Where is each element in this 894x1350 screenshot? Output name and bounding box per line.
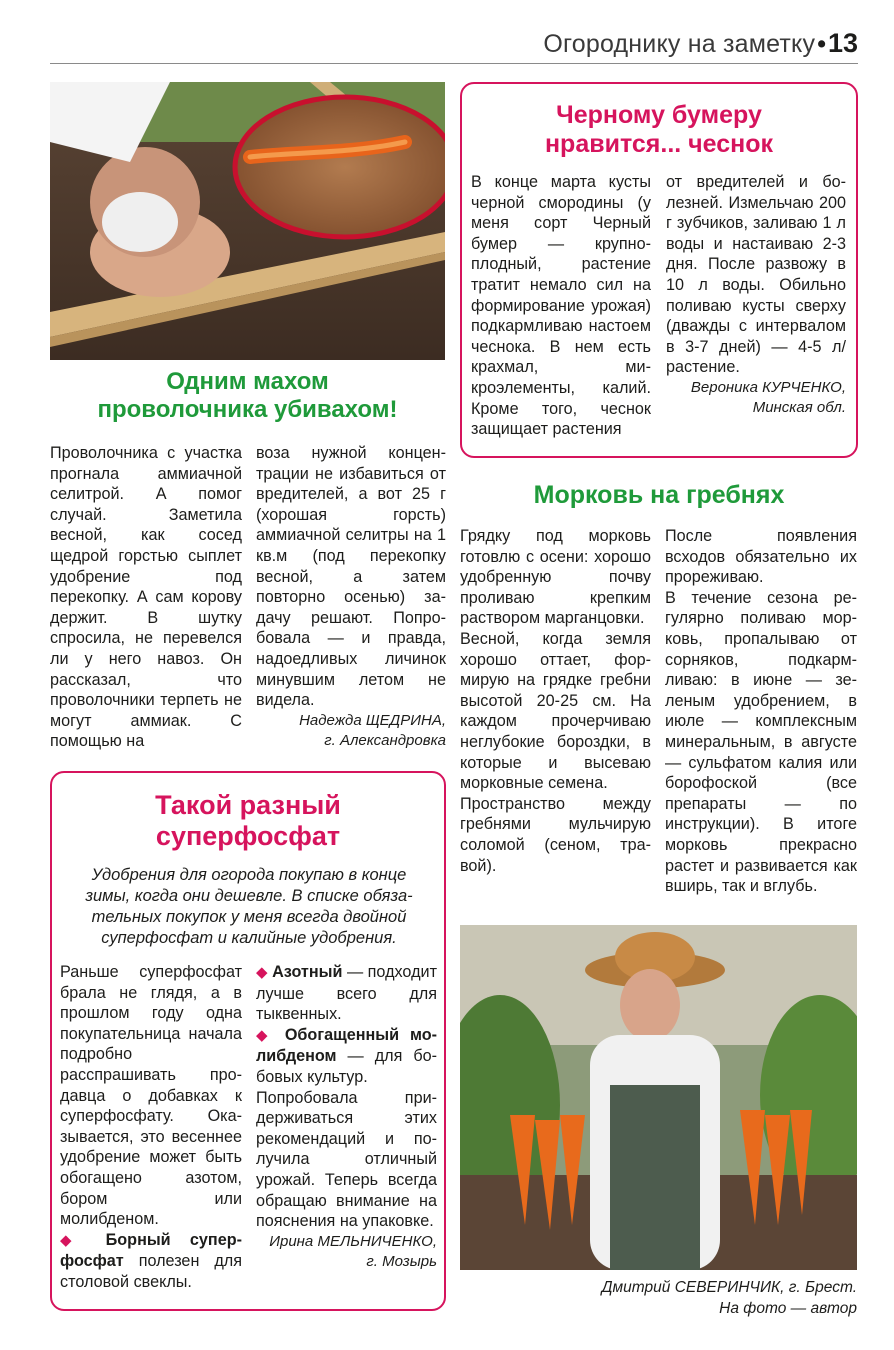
carrot-paragraph-5: В течение сезона регулярно поливаю морковь, пропалываю от сорняков, подкармливаю: в июне — зеленым удобрением, в июле — комплексным минеральным, в августе — сульфатом калия или борофоской (все препараты — по инструкции). В итоге морковь прекрасно растет и развивается как вширь, так и вглубь. [665,588,857,896]
wireworm-paragraph-1: Проволочника с участка прогнала аммиачной селитрой. А помог случай. Заметила весной, как сосед щедрой горстью сыплет удобрение под перекопку. А сам корову держит. В шутку спросила, не перевелся ли у него навоз. Он рассказал, что проволочники терпеть не могут аммиак. С помощью на [50,444,242,751]
garlic-text-column-1 [471,172,651,440]
carrot-paragraph-4: После появления всходов обязательно их прореживаю. [665,527,857,587]
caption-line-2: На фото — автор [719,1300,857,1317]
wireworm-title-line-1: Одним махом [166,368,329,395]
diamond-bullet-icon: ◆ [60,1231,87,1249]
superphosphate-title-line-1: Такой разный [155,790,341,820]
superphosphate-lead: Удобрения для огорода покупаю в конце зимы, когда они дешевле. В списке обязательных покупок у меня всегда двойной суперфосфат и калийные удобрения. [85,866,413,947]
carrot-text-column-2 [665,526,857,897]
bullet-nitrogen-text: — подходит лучше всего для тыквенных. [256,963,437,1024]
wireworm-paragraph-2: воза нужной концентрации не избавиться от вредителей, а вот 25 г (хорошая горсть) аммиачной селитры на 1 кв.м (под перекопку весной, а затем повторно осенью) задачу решают. Попробовала — и правда, надоедливых личинок минувшим летом не видела. [256,444,446,710]
caption-line-1: Дмитрий СЕВЕРИНЧИК, г. Брест. [601,1279,857,1296]
bullet-boron-text: полезен для столовой свеклы. [60,1252,242,1291]
carrot-author-photo [460,925,857,1270]
superphosphate-author: Ирина МЕЛЬНИЧЕНКО, [269,1232,437,1250]
page-header [50,28,858,64]
wireworm-place: г. Александровка [324,731,446,749]
garlic-author: Вероника КУРЧЕНКО, [690,378,846,396]
wireworm-text-column-1 [50,443,242,752]
wireworm-article-title [50,368,445,423]
page-number: 13 [827,28,858,58]
carrot-photo-caption [460,1277,857,1319]
bullet-molybdenum [256,1025,437,1088]
bullet-boron [60,1230,242,1293]
carrot-paragraph-2: Весной, когда земля хорошо оттает, формирую на грядке гребни высотой 20-25 см. На каждом прочерчиваю неглубокие бороздки, в которые и высеваю морковные семена. [460,629,651,793]
bullet-boron-key: Борный суперфосфат [60,1230,242,1271]
garlic-text-column-2 [666,172,846,418]
diamond-bullet-icon: ◆ [256,1026,274,1044]
bullet-molybdenum-key: Обогащенный молибденом [256,1025,437,1066]
garlic-paragraph-2: от вредителей и болезней. Измельчаю 200 г зубчиков, заливаю 1 л воды и настаиваю 2-3 дня. После развожу в 10 л воды. Обильно поливаю кусты сверху (дважды с интервалом в 3-7 дней) — 4-5 л/растение. [666,173,846,377]
garlic-title-line-2: нравится... чеснок [544,129,774,158]
wireworm-title-line-2: проволочника убивахом! [97,395,398,423]
superphosphate-text-column-1 [60,962,242,1293]
separator-dot: • [817,30,826,58]
superphosphate-paragraph-2: Попробовала придерживаться этих рекомендаций и получила отличный урожай. Теперь всегда обращаю внимание на пояснения на упаковке. [256,1088,437,1231]
superphosphate-paragraph-1: Раньше суперфосфат брала не глядя, а в прошлом году одна покупательница начала подробно расспрашивать продавца о добавках к суперфосфату. Оказывается, это весеннее удобрение может быть обогащено азотом, бором или молибденом. [60,963,242,1229]
bullet-nitrogen [256,962,437,1025]
fertilizer-hand-illustration [50,82,445,360]
bullet-molybdenum-text: — для бобовых культур. [256,1047,437,1086]
carrot-article-title: Морковь на гребнях [533,481,785,509]
superphosphate-article-title [50,790,446,852]
garlic-paragraph-1: В конце марта кусты черной смородины (у меня сорт Черный бумер — крупноплодный, растение тратит немало сил на формирование урожая) подкармливаю настоем чеснока. В нем есть крахмал, микроэлементы, калий. Кроме того, чеснок защищает растения [471,173,651,439]
garlic-title-line-1: Черному бумеру [556,101,762,129]
carrot-text-column-1 [460,526,651,876]
superphosphate-title-line-2: суперфосфат [155,821,341,852]
carrot-paragraph-3: Пространство между гребнями мульчирую соломой (сеном, травой). [460,794,651,875]
superphosphate-text-column-2 [256,962,437,1272]
diamond-bullet-icon: ◆ [256,964,268,981]
garlic-article-title [460,101,858,159]
fertilizer-hand-photo [50,82,445,360]
wireworm-author: Надежда ЩЕДРИНА, [299,711,446,729]
man-with-carrots-illustration [460,925,857,1270]
wireworm-text-column-2 [256,443,446,751]
carrot-paragraph-1: Грядку под морковь готовлю с осени: хорошо удобренную почву проливаю крепким раствором марганцовки. [460,527,651,628]
section-title: Огороднику на заметку [543,30,816,58]
superphosphate-place: г. Мозырь [366,1252,437,1270]
bullet-nitrogen-key: Азотный [272,963,343,981]
garlic-place: Минская обл. [752,398,846,416]
